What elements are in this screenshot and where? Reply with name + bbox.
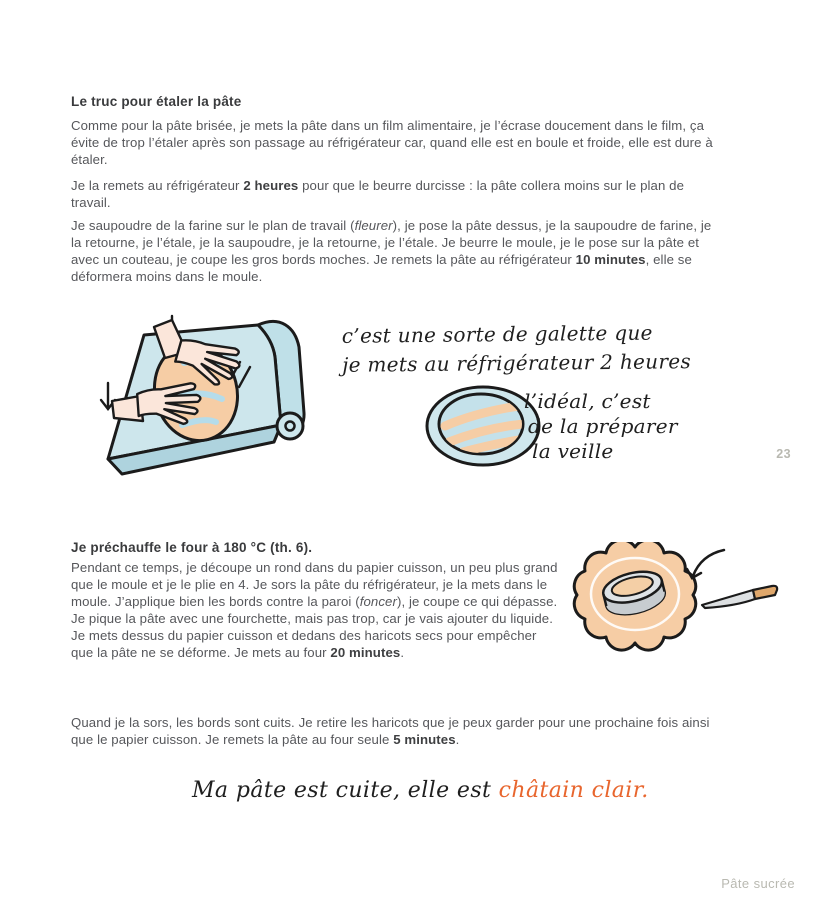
curved-arrow-icon xyxy=(687,550,724,578)
page-number: 23 xyxy=(776,447,791,461)
term-fleurer: fleurer xyxy=(354,218,393,233)
duration-5-minutes: 5 minutes xyxy=(393,732,456,747)
tip-paragraph-1: Comme pour la pâte brisée, je mets la pâte dans un film alimentaire, je l’écrase doucement dans le film, ça évite de trop l’étaler après son passage au réfrigérateur car, quand elle est en boule et froide, elle est dure à étaler. xyxy=(71,118,713,167)
bake-paragraph-1 xyxy=(71,559,558,661)
tip-paragraph-2 xyxy=(71,177,701,211)
tip-p2-text-end: pour que le beurre durcisse : la pâte collera moins sur le plan de travail. xyxy=(71,178,685,210)
bake-title: Je préchauffe le four à 180 °C (th. 6). xyxy=(71,540,313,555)
note-line: la veille xyxy=(532,439,614,463)
tip-p3-text-mid: ), je pose la pâte dessus, je la saupoudre de farine, je la retourne, je l’étale, je la saupoudre, je la retourne, je l’étale. Je beurre le moule, je le pose sur la pâte et avec un couteau, je coupe les gros bords moches. Je remets la pâte au réfrigérateur xyxy=(71,218,712,267)
bake-p1-text-end: . xyxy=(400,645,405,660)
duration-20-minutes: 20 minutes xyxy=(330,645,401,660)
handwritten-note-ideal xyxy=(524,389,678,464)
handwritten-conclusion xyxy=(192,778,649,803)
duration-2-heures: 2 heures xyxy=(243,178,299,193)
note-line: l’idéal, c’est xyxy=(524,389,651,413)
bake-paragraph-2 xyxy=(71,714,723,748)
bake-p2-text: Quand je la sors, les bords sont cuits. Je retire les haricots que je peux garder pour une prochaine fois ainsi que le papier cuisson. Je remets la pâte au four seule xyxy=(71,715,710,747)
tip-paragraph-3 xyxy=(71,217,723,285)
conclusion-text-orange: châtain clair. xyxy=(498,778,649,803)
film-press-illustration xyxy=(92,305,342,480)
handwritten-note-galette xyxy=(342,318,691,380)
note-line: c’est une sorte de galette que xyxy=(341,320,653,348)
tip-p3-text: Je saupoudre de la farine sur le plan de travail ( xyxy=(71,218,355,233)
tart-ring-illustration xyxy=(568,542,780,657)
knife-icon xyxy=(702,586,777,608)
footer-label: Pâte sucrée xyxy=(721,876,795,891)
tip-p3-text-end: , elle se déformera moins dans le moule. xyxy=(71,252,692,284)
bake-p2-text-end: . xyxy=(455,732,460,747)
bake-p1-text: Pendant ce temps, je découpe un rond dans du papier cuisson, un peu plus grand que le moule et je le plie en 4. Je sors la pâte du réfrigérateur, je la mets dans le moule. J’applique bien les bords contre la paroi ( xyxy=(71,560,558,609)
tip-p2-text: Je la remets au réfrigérateur xyxy=(71,178,244,193)
bake-p1-text-mid: ), je coupe ce qui dépasse. Je pique la pâte avec une fourchette, mais pas trop, car je vais ajouter du liquide. Je mets dessus du papier cuisson et dedans des haricots secs pour empêcher que la pâte ne se déforme. Je mets au four xyxy=(71,594,558,660)
tip-title: Le truc pour étaler la pâte xyxy=(71,94,242,109)
term-foncer: foncer xyxy=(359,594,397,609)
note-line: je mets au réfrigérateur 2 heures xyxy=(342,349,692,377)
note-line: de la préparer xyxy=(528,414,678,438)
duration-10-minutes: 10 minutes xyxy=(575,252,646,267)
conclusion-text-black: Ma pâte est cuite, elle est xyxy=(192,778,499,803)
